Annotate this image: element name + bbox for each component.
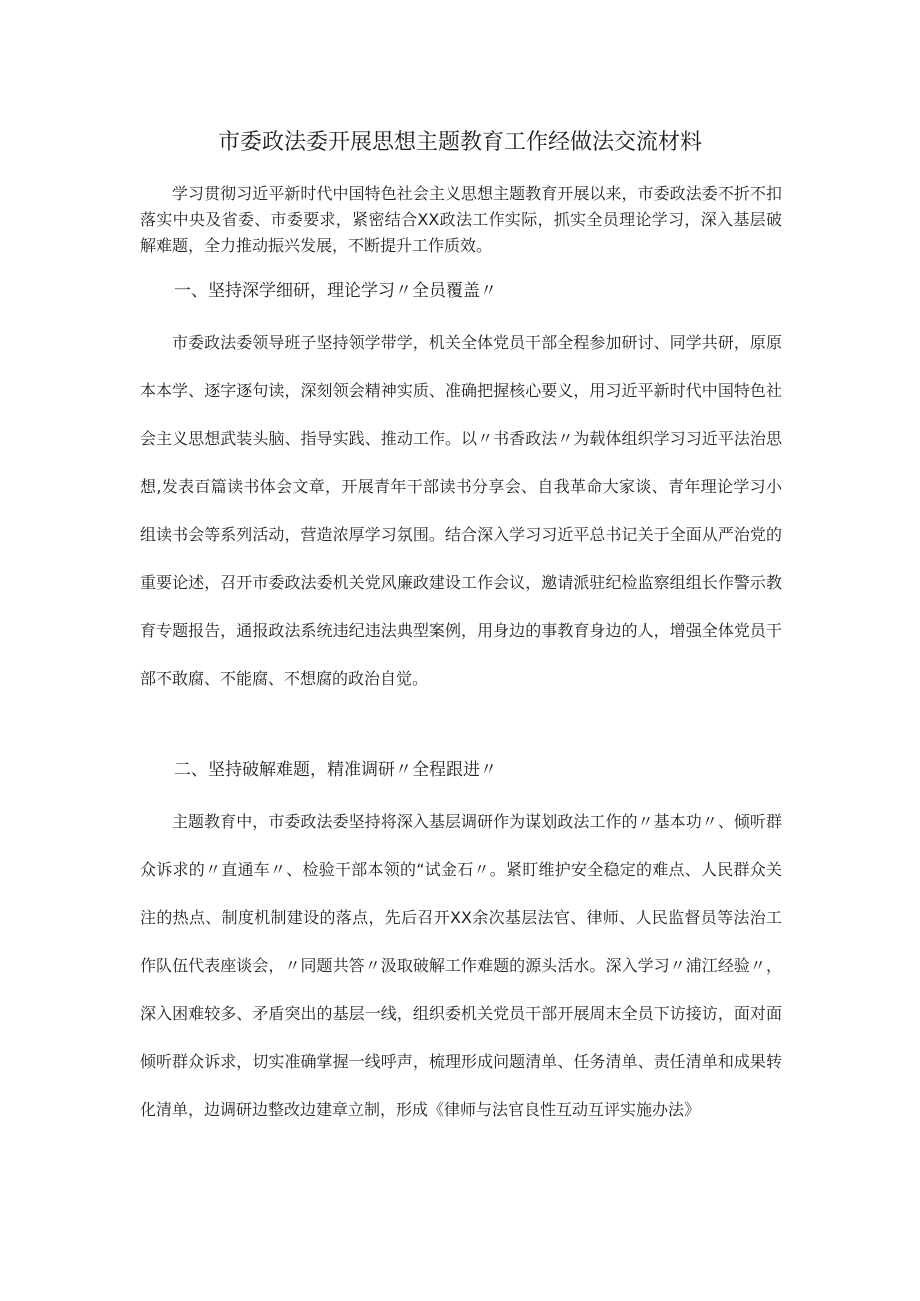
section-1-body: 市委政法委领导班子坚持领学带学，机关全体党员干部全程参加研讨、同学共研，原原本本学、逐字逐句读，深刻领会精神实质、准确把握核心要义，用习近平新时代中国特色社会主义思想武装头脑、指导实践、推动工作。以〃书香政法〃为载体组织学习习近平法治思想,发表百篇读书体会文章，开展青年干部读书分享会、自我革命大家谈、青年理论学习小组读书会等系列活动，营造浓厚学习氛围。结合深入学习习近平总书记关于全面从严治党的重要论述，召开市委政法委机关党风廉政建设工作会议，邀请派驻纪检监察组组长作警示教育专题报告，通报政法系统违纪违法典型案例，用身边的事教育身边的人，增强全体党员干部不敢腐、不能腐、不想腐的政治自觉。 xyxy=(140,333,782,688)
section-2-heading: 二、坚持破解难题，精准调研〃全程跟进〃 xyxy=(174,760,497,780)
intro-paragraph: 学习贯彻习近平新时代中国特色社会主义思想主题教育开展以来，市委政法委不折不扣落实中央及省委、市委要求，紧密结合XX政法工作实际，抓实全员理论学习，深入基层破解难题，全力推动振兴发展，不断提升工作质效。 xyxy=(140,184,782,255)
document-title: 市委政法委开展思想主题教育工作经做法交流材料 xyxy=(217,130,702,155)
section-1-heading: 一、坚持深学细研，理论学习〃全员覆盖〃 xyxy=(174,281,497,301)
section-2-body: 主题教育中，市委政法委坚持将深入基层调研作为谋划政法工作的〃基本功〃、倾听群众诉求的〃直通车〃、检验干部本领的“试金石〃。紧盯维护安全稳定的难点、人民群众关注的热点、制度机制建设的落点，先后召开XX余次基层法官、律师、人民监督员等法治工作队伍代表座谈会，〃同题共答〃汲取破解工作难题的源头活水。深入学习〃浦江经验〃，深入困难较多、矛盾突出的基层一线，组织委机关党员干部开展周末全员下访接访，面对面倾听群众诉求，切实准确掌握一线呼声，梳理形成问题清单、任务清单、责任清单和成果转化清单，边调研边整改边建章立制，形成《律师与法官良性互动互评实施办法》 xyxy=(140,812,782,1119)
